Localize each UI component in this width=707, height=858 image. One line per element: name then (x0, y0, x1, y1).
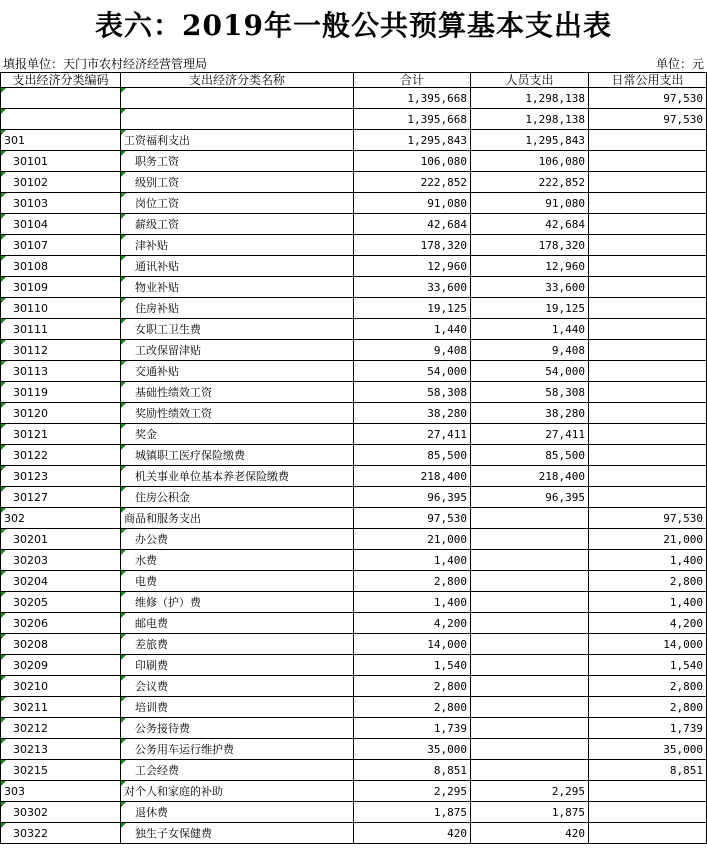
cell-public (589, 151, 707, 172)
cell-total: 12,960 (354, 256, 471, 277)
cell-total: 218,400 (354, 466, 471, 487)
cell-public: 8,851 (589, 760, 707, 781)
cell-total: 106,080 (354, 151, 471, 172)
table-row (1, 718, 707, 739)
table-row (1, 424, 707, 445)
table-row (1, 235, 707, 256)
cell-personnel (471, 760, 589, 781)
cell-total: 1,395,668 (354, 109, 471, 130)
cell-personnel: 178,320 (471, 235, 589, 256)
cell-total: 42,684 (354, 214, 471, 235)
cell-personnel: 27,411 (471, 424, 589, 445)
cell-name: 对个人和家庭的补助 (121, 781, 354, 802)
cell-name: 差旅费 (121, 634, 354, 655)
cell-total: 1,395,668 (354, 88, 471, 109)
cell-total: 33,600 (354, 277, 471, 298)
cell-name: 通讯补贴 (121, 256, 354, 277)
cell-total: 2,800 (354, 571, 471, 592)
cell-total: 2,800 (354, 676, 471, 697)
cell-total: 85,500 (354, 445, 471, 466)
cell-public (589, 382, 707, 403)
cell-personnel (471, 718, 589, 739)
cell-personnel (471, 529, 589, 550)
cell-code (1, 88, 121, 109)
cell-code: 301 (1, 130, 121, 151)
table-row (1, 298, 707, 319)
cell-personnel (471, 613, 589, 634)
table-row (1, 508, 707, 529)
table-row (1, 571, 707, 592)
cell-name: 住房公积金 (121, 487, 354, 508)
cell-name: 工会经费 (121, 760, 354, 781)
cell-personnel (471, 571, 589, 592)
cell-public: 1,739 (589, 718, 707, 739)
table-row (1, 466, 707, 487)
cell-total: 1,540 (354, 655, 471, 676)
table-row (1, 781, 707, 802)
cell-code: 30119 (1, 382, 121, 403)
cell-code: 30215 (1, 760, 121, 781)
cell-name: 商品和服务支出 (121, 508, 354, 529)
page-title: 表六：2019年一般公共预算基本支出表 (95, 9, 612, 42)
currency-unit: 单位：元 (655, 57, 704, 71)
cell-public (589, 445, 707, 466)
table-row (1, 277, 707, 298)
cell-personnel: 12,960 (471, 256, 589, 277)
cell-total: 1,400 (354, 592, 471, 613)
cell-total: 1,400 (354, 550, 471, 571)
table-row (1, 634, 707, 655)
cell-code: 30101 (1, 151, 121, 172)
cell-total: 91,080 (354, 193, 471, 214)
cell-code: 30121 (1, 424, 121, 445)
cell-personnel: 1,298,138 (471, 109, 589, 130)
header-code: 支出经济分类编码 (1, 73, 121, 88)
cell-public (589, 340, 707, 361)
cell-name: 机关事业单位基本养老保险缴费 (121, 466, 354, 487)
table-row (1, 739, 707, 760)
cell-public: 21,000 (589, 529, 707, 550)
cell-personnel: 420 (471, 823, 589, 844)
cell-personnel (471, 508, 589, 529)
table-row (1, 193, 707, 214)
header-public: 日常公用支出 (589, 73, 707, 88)
cell-name: 基础性绩效工资 (121, 382, 354, 403)
cell-code: 30210 (1, 676, 121, 697)
cell-total: 35,000 (354, 739, 471, 760)
cell-personnel (471, 697, 589, 718)
header-personnel: 人员支出 (471, 73, 589, 88)
cell-personnel: 85,500 (471, 445, 589, 466)
cell-public: 1,400 (589, 592, 707, 613)
table-row (1, 319, 707, 340)
table-header-row (1, 73, 707, 88)
cell-personnel (471, 592, 589, 613)
cell-code: 30205 (1, 592, 121, 613)
cell-name: 交通补贴 (121, 361, 354, 382)
cell-public (589, 214, 707, 235)
cell-total: 14,000 (354, 634, 471, 655)
cell-public: 2,800 (589, 697, 707, 718)
cell-total: 38,280 (354, 403, 471, 424)
cell-code: 30208 (1, 634, 121, 655)
cell-total: 2,295 (354, 781, 471, 802)
cell-personnel (471, 550, 589, 571)
cell-name: 会议费 (121, 676, 354, 697)
cell-name: 工资福利支出 (121, 130, 354, 151)
cell-code: 30213 (1, 739, 121, 760)
cell-total: 4,200 (354, 613, 471, 634)
cell-personnel: 2,295 (471, 781, 589, 802)
table-row (1, 592, 707, 613)
table-row (1, 697, 707, 718)
cell-personnel: 19,125 (471, 298, 589, 319)
cell-personnel: 1,295,843 (471, 130, 589, 151)
cell-code: 30302 (1, 802, 121, 823)
cell-code: 30127 (1, 487, 121, 508)
cell-personnel: 9,408 (471, 340, 589, 361)
cell-public: 97,530 (589, 109, 707, 130)
cell-public: 1,540 (589, 655, 707, 676)
cell-name: 住房补贴 (121, 298, 354, 319)
cell-name: 奖励性绩效工资 (121, 403, 354, 424)
cell-code: 30107 (1, 235, 121, 256)
cell-name: 独生子女保健费 (121, 823, 354, 844)
cell-public (589, 487, 707, 508)
cell-public (589, 193, 707, 214)
cell-code: 30108 (1, 256, 121, 277)
cell-total: 19,125 (354, 298, 471, 319)
cell-total: 21,000 (354, 529, 471, 550)
cell-code: 30122 (1, 445, 121, 466)
cell-personnel: 222,852 (471, 172, 589, 193)
cell-personnel: 42,684 (471, 214, 589, 235)
table-row (1, 340, 707, 361)
cell-code: 30212 (1, 718, 121, 739)
cell-public (589, 466, 707, 487)
cell-personnel (471, 634, 589, 655)
table-row (1, 445, 707, 466)
cell-personnel: 106,080 (471, 151, 589, 172)
cell-public: 14,000 (589, 634, 707, 655)
table-row (1, 361, 707, 382)
cell-total: 1,875 (354, 802, 471, 823)
cell-name: 公务用车运行维护费 (121, 739, 354, 760)
cell-personnel (471, 655, 589, 676)
cell-public (589, 781, 707, 802)
cell-name: 水费 (121, 550, 354, 571)
cell-public: 2,800 (589, 676, 707, 697)
cell-name: 女职工卫生费 (121, 319, 354, 340)
table-row (1, 214, 707, 235)
cell-public: 1,400 (589, 550, 707, 571)
cell-total: 1,739 (354, 718, 471, 739)
table-row (1, 88, 707, 109)
cell-personnel: 33,600 (471, 277, 589, 298)
reporting-unit: 填报单位：天门市农村经济经营管理局 (3, 57, 208, 71)
cell-public (589, 172, 707, 193)
table-row (1, 172, 707, 193)
cell-code: 302 (1, 508, 121, 529)
cell-public (589, 277, 707, 298)
cell-name: 工改保留津贴 (121, 340, 354, 361)
cell-code: 30104 (1, 214, 121, 235)
cell-code: 30110 (1, 298, 121, 319)
cell-personnel: 91,080 (471, 193, 589, 214)
cell-code: 30111 (1, 319, 121, 340)
cell-code: 30120 (1, 403, 121, 424)
cell-total: 178,320 (354, 235, 471, 256)
cell-total: 27,411 (354, 424, 471, 445)
cell-name (121, 88, 354, 109)
cell-public (589, 424, 707, 445)
cell-personnel: 1,440 (471, 319, 589, 340)
cell-personnel: 38,280 (471, 403, 589, 424)
cell-code: 30211 (1, 697, 121, 718)
cell-public: 97,530 (589, 508, 707, 529)
cell-public (589, 823, 707, 844)
cell-code: 30203 (1, 550, 121, 571)
cell-public (589, 235, 707, 256)
cell-code: 30113 (1, 361, 121, 382)
table-row (1, 382, 707, 403)
cell-personnel (471, 676, 589, 697)
table-row (1, 760, 707, 781)
cell-total: 1,295,843 (354, 130, 471, 151)
cell-name: 维修（护）费 (121, 592, 354, 613)
budget-table (0, 72, 707, 844)
cell-public (589, 403, 707, 424)
cell-code: 30206 (1, 613, 121, 634)
cell-code: 30201 (1, 529, 121, 550)
cell-name: 职务工资 (121, 151, 354, 172)
table-row (1, 550, 707, 571)
cell-name: 薪级工资 (121, 214, 354, 235)
cell-personnel: 218,400 (471, 466, 589, 487)
table-row (1, 676, 707, 697)
cell-public: 2,800 (589, 571, 707, 592)
cell-personnel: 58,308 (471, 382, 589, 403)
cell-public: 35,000 (589, 739, 707, 760)
cell-public: 97,530 (589, 88, 707, 109)
table-row (1, 655, 707, 676)
cell-name: 城镇职工医疗保险缴费 (121, 445, 354, 466)
cell-code: 30103 (1, 193, 121, 214)
table-row (1, 613, 707, 634)
table-row (1, 802, 707, 823)
cell-public (589, 361, 707, 382)
table-row (1, 823, 707, 844)
cell-code: 30322 (1, 823, 121, 844)
cell-personnel: 54,000 (471, 361, 589, 382)
cell-name: 公务接待费 (121, 718, 354, 739)
cell-public (589, 256, 707, 277)
cell-code: 30204 (1, 571, 121, 592)
cell-total: 8,851 (354, 760, 471, 781)
cell-total: 97,530 (354, 508, 471, 529)
cell-total: 222,852 (354, 172, 471, 193)
cell-code: 303 (1, 781, 121, 802)
table-row (1, 130, 707, 151)
cell-total: 9,408 (354, 340, 471, 361)
cell-public (589, 298, 707, 319)
cell-code (1, 109, 121, 130)
cell-total: 58,308 (354, 382, 471, 403)
table-row (1, 529, 707, 550)
cell-code: 30102 (1, 172, 121, 193)
cell-total: 1,440 (354, 319, 471, 340)
header-name: 支出经济分类名称 (121, 73, 354, 88)
cell-code: 30123 (1, 466, 121, 487)
cell-name: 办公费 (121, 529, 354, 550)
table-row (1, 256, 707, 277)
cell-personnel: 1,875 (471, 802, 589, 823)
cell-name: 邮电费 (121, 613, 354, 634)
table-row (1, 403, 707, 424)
cell-name: 奖金 (121, 424, 354, 445)
cell-name: 培训费 (121, 697, 354, 718)
cell-public: 4,200 (589, 613, 707, 634)
table-body (1, 88, 707, 844)
cell-name: 电费 (121, 571, 354, 592)
cell-total: 2,800 (354, 697, 471, 718)
cell-personnel: 96,395 (471, 487, 589, 508)
report-meta (0, 52, 707, 72)
table-row (1, 487, 707, 508)
table-row (1, 151, 707, 172)
cell-name: 津补贴 (121, 235, 354, 256)
cell-personnel: 1,298,138 (471, 88, 589, 109)
cell-name: 印刷费 (121, 655, 354, 676)
cell-total: 420 (354, 823, 471, 844)
cell-public (589, 130, 707, 151)
cell-code: 30209 (1, 655, 121, 676)
cell-name: 岗位工资 (121, 193, 354, 214)
cell-public (589, 319, 707, 340)
cell-name: 级别工资 (121, 172, 354, 193)
cell-name (121, 109, 354, 130)
cell-personnel (471, 739, 589, 760)
cell-public (589, 802, 707, 823)
cell-total: 54,000 (354, 361, 471, 382)
header-total: 合计 (354, 73, 471, 88)
cell-name: 退休费 (121, 802, 354, 823)
cell-code: 30112 (1, 340, 121, 361)
cell-name: 物业补贴 (121, 277, 354, 298)
table-row (1, 109, 707, 130)
cell-code: 30109 (1, 277, 121, 298)
cell-total: 96,395 (354, 487, 471, 508)
